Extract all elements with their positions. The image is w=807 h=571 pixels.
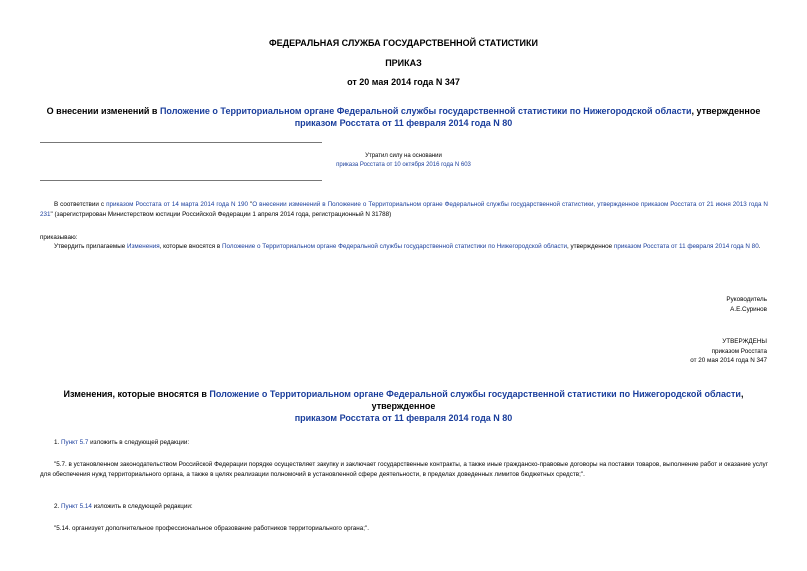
approve-paragraph xyxy=(40,242,768,252)
preamble-link-order-190[interactable]: приказом Росстата от 14 марта 2014 года N 190 xyxy=(106,201,249,208)
approved-line-3: от 20 мая 2014 года N 347 xyxy=(690,357,767,365)
title-link-regulation[interactable]: Положение о Территориальном органе Федеральной службы государственной статистики по Нижегородской области xyxy=(159,106,692,116)
approve-text-4: . xyxy=(758,243,761,250)
agency-heading: ФЕДЕРАЛЬНАЯ СЛУЖБА ГОСУДАРСТВЕННОЙ СТАТИСТИКИ xyxy=(269,38,538,48)
approve-link-regulation[interactable]: Положение о Территориальном органе Федеральной службы государственной статистики по Нижегородской области xyxy=(222,243,567,250)
item-2-link[interactable]: Пункт 5.14 xyxy=(61,503,92,510)
title-middle: , утвержденное xyxy=(691,106,761,116)
item-2-heading xyxy=(40,502,768,512)
item-1-rest: изложить в следующей редакции: xyxy=(88,439,190,446)
title-prefix: О внесении изменений в xyxy=(46,106,160,116)
item-1-heading xyxy=(40,438,768,448)
item-2-number: 2. xyxy=(54,503,62,510)
item-1-number: 1. xyxy=(54,439,62,446)
title-link-order-80[interactable]: приказом Росстата от 11 февраля 2014 года N 80 xyxy=(294,118,513,128)
item-1-quote: "5.7. в установленном законодательством Российской Федерации порядке осуществляет закупку и заключает государственные контракты, а также иные гражданско-правовые договоры на поставки товаров, выполнение работ и оказание услуг для обеспечения нужд территориального органа, а также в целях реализации полномочий в установленной сфере деятельности, в пределах доведенных лимитов бюджетных средств;". xyxy=(40,461,768,478)
signature-block xyxy=(726,295,767,314)
order-date-number: от 20 мая 2014 года N 347 xyxy=(347,77,460,87)
changes-title-link-regulation[interactable]: Положение о Территориальном органе Федеральной службы государственной статистики по Нижегородской области xyxy=(209,389,741,399)
order-word: приказываю: xyxy=(40,234,78,241)
doc-type-heading: ПРИКАЗ xyxy=(385,58,422,68)
item-1-link[interactable]: Пункт 5.7 xyxy=(61,439,89,446)
preamble-text-2: " xyxy=(248,201,253,208)
repeal-link[interactable]: приказа Росстата от 10 октября 2016 года N 603 xyxy=(336,162,471,168)
changes-title-prefix: Изменения, которые вносятся в xyxy=(63,389,210,399)
divider-top xyxy=(40,142,322,143)
changes-title-link-order-80[interactable]: приказом Росстата от 11 февраля 2014 года N 80 xyxy=(294,413,513,423)
approved-block xyxy=(690,337,767,366)
approve-text-2: , которые вносятся в xyxy=(159,243,223,250)
signature-name: А.Е.Суринов xyxy=(730,305,767,313)
repeal-note xyxy=(0,152,807,170)
signature-role: Руководитель xyxy=(726,296,767,303)
approve-text-3: , утвержденное xyxy=(567,243,614,250)
divider-bottom xyxy=(40,180,322,181)
preamble-text-1: В соответствии с xyxy=(54,201,107,208)
changes-title-middle: , утвержденное xyxy=(371,389,744,411)
approved-line-1: УТВЕРЖДЕНЫ xyxy=(722,338,767,345)
preamble-link-amendment[interactable]: О внесении изменений в Положение о Территориальном органе Федеральной службы государственной статистики, утвержденное приказом Росстата от 21 июня 2013 года N 231 xyxy=(40,201,768,218)
approve-text-1: Утвердить прилагаемые xyxy=(54,243,127,250)
approved-line-2: приказом Росстата xyxy=(711,347,767,355)
order-title xyxy=(40,105,767,129)
preamble-text-3: " (зарегистрирован Министерством юстиции Российской Федерации 1 апреля 2014 года, регистрационный N 31788) xyxy=(50,210,392,218)
approve-link-changes[interactable]: Изменения xyxy=(127,243,160,250)
repeal-text: Утратил силу на основании xyxy=(365,153,442,159)
item-2-quote: "5.14. организует дополнительное профессиональное образование работников территориального органа;". xyxy=(54,525,370,532)
changes-title xyxy=(40,388,767,424)
approve-link-order-80[interactable]: приказом Росстата от 11 февраля 2014 года N 80 xyxy=(613,243,759,250)
preamble-paragraph xyxy=(40,200,768,219)
item-2-rest: изложить в следующей редакции: xyxy=(91,503,193,510)
